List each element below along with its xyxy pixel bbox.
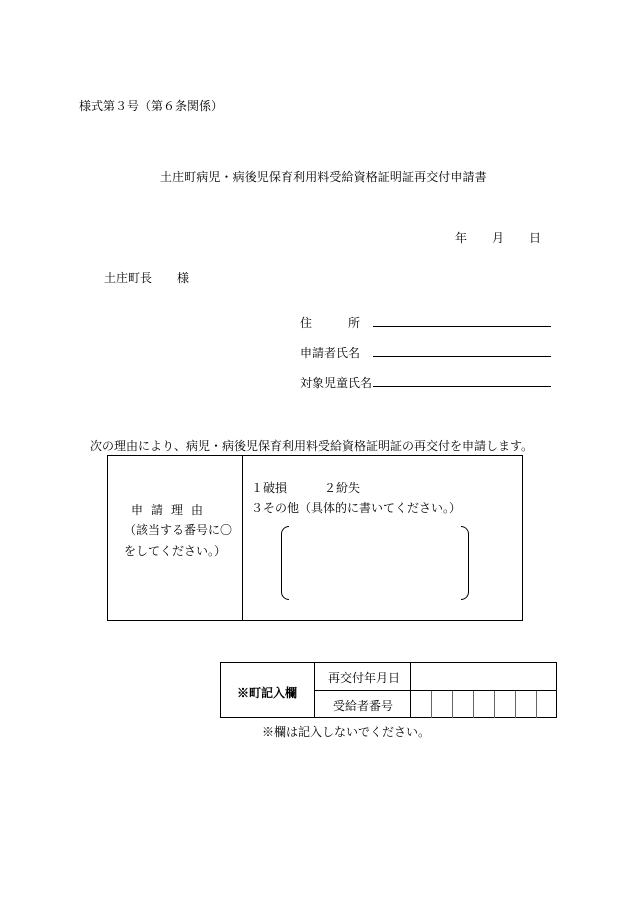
office-row-divider <box>314 690 557 691</box>
number-cell-divider <box>536 691 537 718</box>
reason-option-lost[interactable]: ２紛失 <box>324 481 361 495</box>
reason-divider <box>242 456 243 620</box>
number-cell-divider <box>494 691 495 718</box>
reissue-date-label: 再交付年月日 <box>328 671 401 685</box>
number-cell-divider <box>473 691 474 718</box>
child-name-field[interactable] <box>373 386 551 387</box>
reason-option-other[interactable]: ３その他（具体的に書いてください。） <box>251 501 462 515</box>
office-use-note: ※欄は記入しないでください。 <box>262 725 431 739</box>
other-reason-field[interactable] <box>291 528 459 598</box>
reason-note-line1: （該当する番号に〇 <box>124 523 233 537</box>
date-year-label: 年 <box>455 231 468 245</box>
date-month-label: 月 <box>492 231 505 245</box>
recipient-number-label: 受給者番号 <box>333 699 394 713</box>
address-field[interactable] <box>373 326 551 327</box>
document-title: 土庄町病児・病後児保育利用料受給資格証明証再交付申請書 <box>160 170 487 184</box>
other-reason-bracket-right <box>461 526 469 600</box>
applicant-name-label: 申請者氏名 <box>300 346 361 360</box>
reason-option-damage[interactable]: １破損 <box>251 481 288 495</box>
number-cell-divider <box>452 691 453 718</box>
addressee-suffix: 様 <box>177 271 190 285</box>
reason-note-line2: をしてください。） <box>124 544 227 558</box>
number-cell-divider <box>515 691 516 718</box>
number-cell-divider <box>431 691 432 718</box>
form-number: 様式第３号（第６条関係） <box>79 99 224 113</box>
addressee-name: 土庄町長 <box>104 271 153 285</box>
office-use-label: ※町記入欄 <box>237 686 298 700</box>
other-reason-bracket-left <box>281 526 289 600</box>
reason-heading: 申請理由 <box>131 503 212 517</box>
date-day-label: 日 <box>529 231 542 245</box>
applicant-name-field[interactable] <box>373 356 551 357</box>
child-name-label: 対象児童氏名 <box>300 376 373 390</box>
intro-text: 次の理由により、病児・病後児保育利用料受給資格証明証の再交付を申請します。 <box>90 439 534 453</box>
address-label: 住 所 <box>300 316 361 330</box>
